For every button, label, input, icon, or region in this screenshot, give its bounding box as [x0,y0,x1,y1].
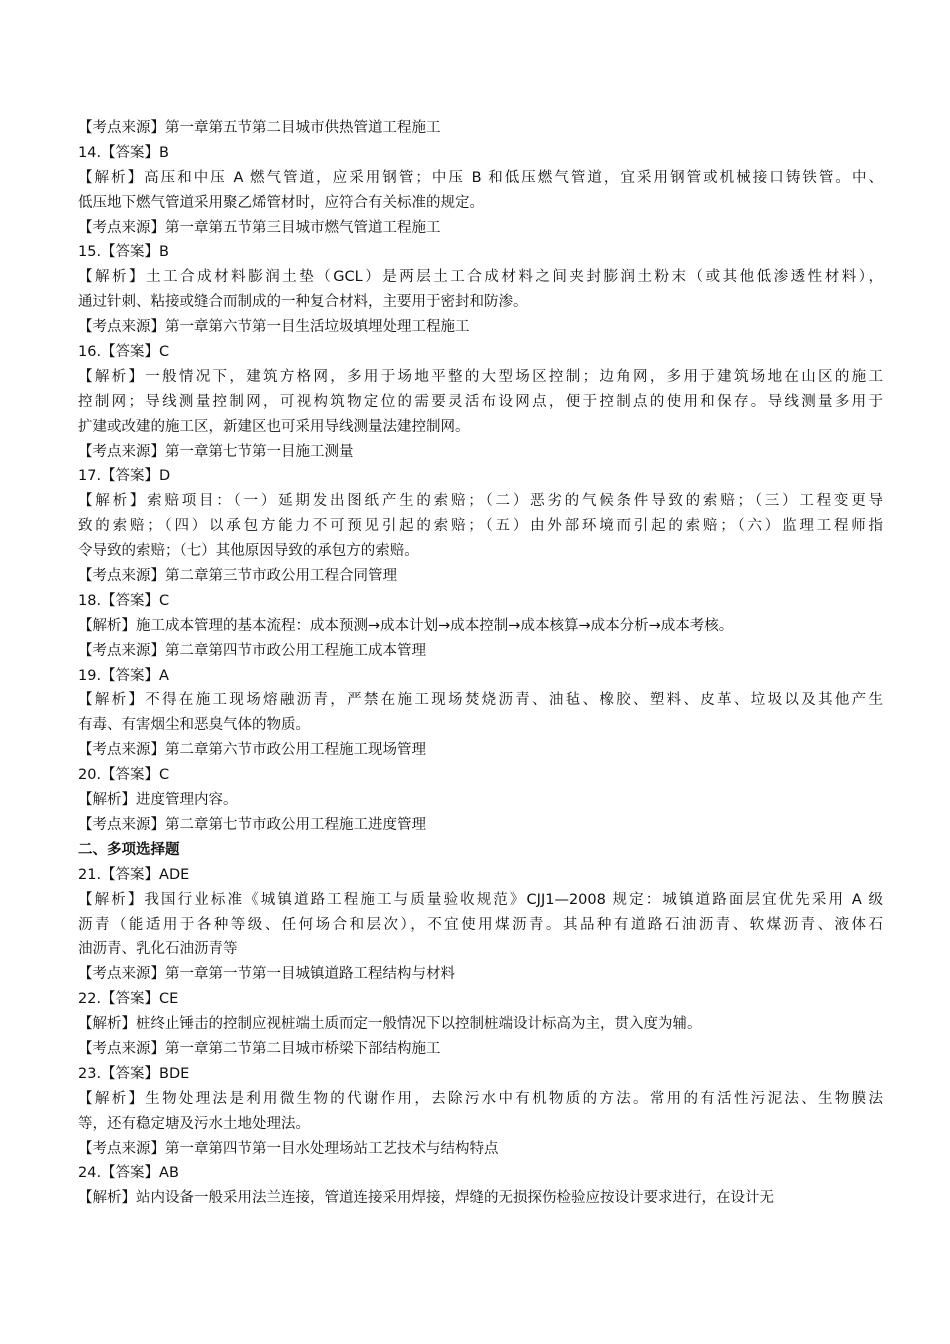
source-line: 【考点来源】第二章第三节市政公用工程合同管理 [78,568,397,585]
source-line: 【考点来源】第一章第四节第一目水处理场站工艺技术与结构特点 [78,1140,499,1157]
answer-line: 15.【答案】B [78,244,170,261]
analysis-paragraph [78,1186,883,1211]
analysis-line: 【解析】一般情况下，建筑方格网，多用于场地平整的大型场区控制；边角网，多用于建筑场地在山区的施工 [78,368,883,385]
source-line: 【考点来源】第一章第五节第二目城市供热管道工程施工 [78,120,441,136]
answer-line: 22.【答案】CE [78,991,179,1008]
answer-line: 17.【答案】D [78,468,171,485]
analysis-line: 【解析】索赔项目：（一）延期发出图纸产生的索赔；（二）恶劣的气候条件导致的索赔；（三）工程变更导 [78,493,883,510]
analysis-line: 致的索赔；（四）以承包方能力不可预见引起的索赔；（五）由外部环境而引起的索赔；（六）监理工程师指 [78,518,883,535]
document-page [78,116,883,1211]
source-line: 【考点来源】第一章第二节第二目城市桥梁下部结构施工 [78,1040,441,1057]
analysis-line: 【解析】进度管理内容。 [78,792,238,809]
source-line: 【考点来源】第二章第六节市政公用工程施工现场管理 [78,742,426,759]
analysis-line: 扩建或改建的施工区，新建区也可采用导线测量法建控制网。 [78,418,470,435]
source-line: 【考点来源】第一章第七节第一目施工测量 [78,443,354,460]
source-line: 【考点来源】第二章第四节市政公用工程施工成本管理 [78,642,426,659]
analysis-paragraph [78,365,883,440]
analysis-line: 【解析】土工合成材料膨润土垫（GCL）是两层土工合成材料之间夹封膨润土粉末（或其他低渗透性材料）， [78,269,883,286]
analysis-paragraph [78,489,883,564]
analysis-line: 【解析】站内设备一般采用法兰连接，管道连接采用焊接，焊缝的无损探伤检验应按设计要求进行，在设计无 [78,1190,774,1207]
analysis-line: 【解析】施工成本管理的基本流程：成本预测→成本计划→成本控制→成本核算→成本分析→成本考核。 [78,617,734,634]
analysis-paragraph [78,1012,883,1037]
analysis-paragraph [78,166,883,216]
analysis-line: 沥青（能适用于各种等级、任何场合和层次），不宜使用煤沥青。其品种有道路石油沥青、软煤沥青、液体石 [78,916,883,933]
analysis-line: 【解析】桩终止锤击的控制应视桩端土质而定一般情况下以控制桩端设计标高为主，贯入度为辅。 [78,1016,702,1033]
source-line: 【考点来源】第一章第六节第一目生活垃圾填埋处理工程施工 [78,319,470,336]
answer-line: 24.【答案】AB [78,1165,179,1182]
answer-line: 18.【答案】C [78,592,170,609]
analysis-paragraph [78,614,883,639]
analysis-line: 油沥青、乳化石油沥青等 [78,941,238,958]
analysis-line: 【解析】生物处理法是利用微生物的代谢作用，去除污水中有机物质的方法。常用的有活性污泥法、生物膜法 [78,1090,883,1107]
answer-line: 23.【答案】BDE [78,1065,190,1082]
analysis-line: 【解析】不得在施工现场熔融沥青，严禁在施工现场焚烧沥青、油毡、橡胶、塑料、皮革、垃圾以及其他产生 [78,692,883,709]
answer-line: 20.【答案】C [78,767,170,784]
analysis-paragraph [78,265,883,315]
analysis-paragraph [78,688,883,738]
analysis-line: 通过针刺、粘接或缝合而制成的一种复合材料，主要用于密封和防渗。 [78,294,528,311]
answer-line: 16.【答案】C [78,344,170,361]
source-line: 【考点来源】第一章第一节第一目城镇道路工程结构与材料 [78,966,455,983]
analysis-paragraph [78,1087,883,1137]
answer-line: 19.【答案】A [78,667,169,684]
section-heading: 二、多项选择题 [78,841,180,858]
analysis-line: 等，还有稳定塘及污水土地处理法。 [78,1115,310,1132]
analysis-line: 低压地下燃气管道采用聚乙烯管材时，应符合有关标准的规定。 [78,194,484,211]
analysis-line: 有毒、有害烟尘和恶臭气体的物质。 [78,717,310,734]
analysis-line: 控制网；导线测量控制网，可视构筑物定位的需要灵活布设网点，便于控制点的使用和保存。导线测量多用于 [78,393,883,410]
analysis-line: 【解析】我国行业标准《城镇道路工程施工与质量验收规范》CJJ1—2008 规定：城镇道路面层宜优先采用 A 级 [78,891,883,908]
analysis-paragraph [78,788,883,813]
source-line: 【考点来源】第一章第五节第三目城市燃气管道工程施工 [78,219,441,236]
analysis-line: 令导致的索赔；（七）其他原因导致的承包方的索赔。 [78,543,419,560]
analysis-paragraph [78,888,883,963]
answer-line: 14.【答案】B [78,144,170,161]
answer-line: 21.【答案】ADE [78,866,190,883]
analysis-line: 【解析】高压和中压 A 燃气管道，应采用钢管；中压 B 和低压燃气管道，宜采用钢管或机械接口铸铁管。中、 [78,169,883,186]
source-line: 【考点来源】第二章第七节市政公用工程施工进度管理 [78,816,426,833]
